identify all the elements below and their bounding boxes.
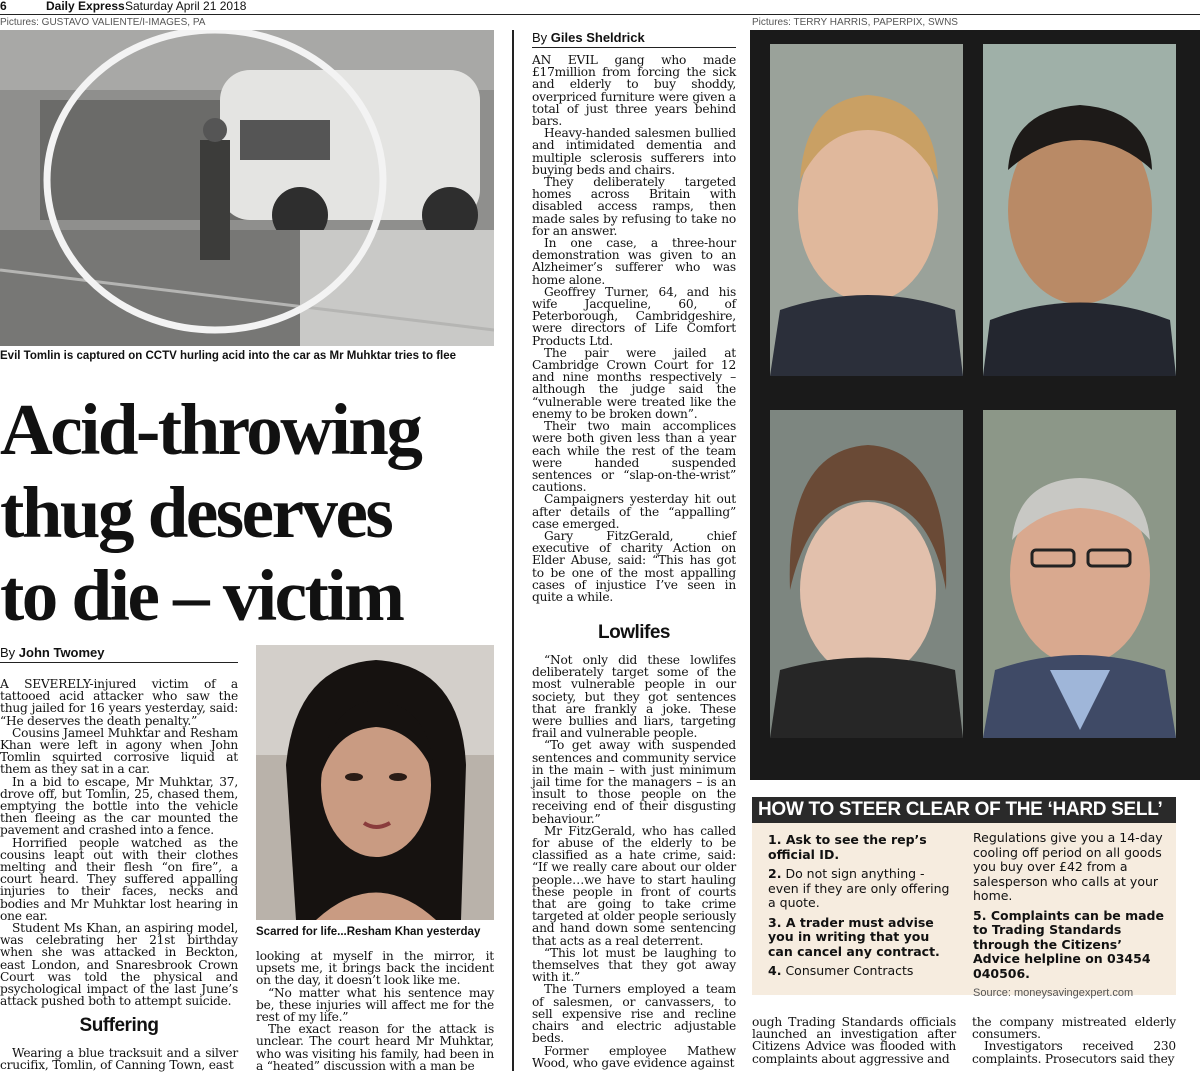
paragraph: AN EVIL gang who made £17million from forcing the sick and elderly to buy shoddy, overpriced furniture were given a total of just three years behind bars. [532,53,736,129]
byline-prefix: By [0,645,16,660]
paragraph: “Not only did these lowlifes deliberately target some of the most vulnerable people in our society, but they got sentences that are frankly a joke. These were bullies and liars, targeting frail and vulnerable people. [532,653,736,741]
paragraph: They deliberately targeted homes across Britain with disabled access ramps, then made sales by refusing to take no for an answer. [532,175,736,238]
paragraph: Former employee Mathew Wood, who gave evidence against [532,1043,736,1070]
paragraph: A SEVERELY-injured victim of a tattooed acid attacker who saw the thug jailed for 16 years yesterday, said: “He deserves the death penalty.” [0,677,238,728]
paragraph: Campaigners yesterday hit out after details of the “appalling” case emerged. [532,492,736,531]
subhead-lowlifes: Lowlifes [597,622,670,643]
resham-khan-photo [256,645,494,920]
sidebar-item-text: Complaints can be made to Trading Standards through the Citizens’ Advice helpline on 03454 040506. [973,907,1164,981]
paragraph: Mr FitzGerald, who has called for abuse of the elderly to be classified as a hate crime, said: “If we really care about our older people…we have to start hauling these people in front of courts that are going to take crime targeted at older people seriously and hand down some sentencing that acts as a real deterrent. [532,823,736,948]
byline-left [0,645,238,663]
article-column-1-tail [0,1047,238,1071]
sidebar-item-number: 2. [768,866,782,881]
sidebar-item-number: 5. [973,907,987,923]
paragraph: Geoffrey Turner, 64, and his wife Jacqueline, 60, of Peterborough, Cambridgeshire, were directors of Life Comfort Products Ltd. [532,284,736,348]
paragraph: “This lot must be laughing to themselves that they got away with it.” [532,945,736,985]
article-column-6 [972,1016,1176,1065]
paragraph: In one case, a three-hour demonstration was given to an Alzheimer’s sufferer who was home alone. [532,236,736,287]
sidebar-item [768,833,956,862]
byline-middle [532,30,736,48]
paragraph: Heavy-handed salesmen bullied and intimidated dementia and multiple sclerosis sufferers into buying beds and chairs. [532,126,736,177]
column-rule [512,30,514,1071]
sidebar-item [768,964,956,979]
sidebar-continued-text: Regulations give you a 14-day cooling off period on all goods you buy over £42 from a salesperson who calls at your home. [973,830,1163,903]
page-number: 6 [0,0,7,13]
sidebar-source: Source: moneysavingexpert.com [973,987,1134,999]
paragraph: The exact reason for the attack is unclear. The court heard Mr Muhktar, who was visiting his family, had been in a “heated” discussion with a man be [256,1022,494,1073]
byline-author: John Twomey [18,645,105,660]
paragraph: Wearing a blue tracksuit and a silver crucifix, Tomlin, of Canning Town, east [0,1046,238,1073]
paragraph: Horrified people watched as the cousins leapt out with their clothes melting and their flesh “on fire”, a court heard. They suffered appalling injuries to their faces, necks and bodies and Mr Muhktar lost hearing in one ear. [0,835,238,923]
page-header [0,0,1200,15]
hard-sell-sidebar [752,797,1176,999]
photo-credit-left: Pictures: GUSTAVO VALIENTE/I-IMAGES, PA [0,17,206,28]
defendants-photo-grid [750,30,1200,780]
article-column-3b [532,654,736,1069]
paragraph: The Turners employed a team of salesmen, or canvassers, to sell expensive rise and recline chairs and electric adjustable beds. [532,982,736,1046]
sidebar-item-text: Do not sign anything - even if they are only offering a quote. [768,866,950,910]
sidebar-list-left [768,833,956,979]
paragraph: “To get away with suspended sentences and community service in the main – with just minimum jail time for the managers – is an insult to those people on the receiving end of their disgusting behaviour.” [532,738,736,826]
cctv-photo [0,30,494,346]
paragraph: The pair were jailed at Cambridge Crown Court for 12 and nine months respectively – although the judge said the “vulnerable were treated like the enemy to be broken down”. [532,345,736,421]
sidebar-title: HOW TO STEER CLEAR OF THE ‘HARD SELL’ [752,797,1176,823]
byline-author: Giles Sheldrick [550,30,645,45]
sidebar-item-number: 4. [768,963,782,978]
paragraph: Investigators received 230 complaints. Prosecutors said they [972,1039,1176,1066]
sidebar-item-text: Ask to see the rep’s official ID. [768,832,927,862]
sidebar-item-text: Consumer Contracts [785,963,914,978]
article-column-1 [0,678,238,1007]
cctv-caption: Evil Tomlin is captured on CCTV hurling acid into the car as Mr Muhktar tries to flee [0,350,457,362]
paragraph: “No matter what his sentence may be, these injuries will affect me for the rest of my life.” [256,985,494,1025]
paragraph: Gary FitzGerald, chief executive of charity Action on Elder Abuse, said: “This has got to be one of the most appalling cases of injustice I’ve seen in quite a while. [532,528,736,604]
sidebar-item-number: 1. [768,832,782,847]
article-column-2 [256,950,494,1072]
headline [0,388,500,637]
article-column-3 [532,54,736,603]
paragraph: looking at myself in the mirror, it upsets me, it brings back the incident on the day, it doesn’t look like me. [256,949,494,988]
paragraph: the company mistreated elderly consumers. [972,1015,1176,1042]
paragraph: Cousins Jameel Muhktar and Resham Khan were left in agony when John Tomlin squirted corrosive liquid at them as they sat in a car. [0,725,238,777]
sidebar-list-right [973,831,1169,999]
paragraph: In a bid to escape, Mr Muhktar, 37, drove off, but Tomlin, 25, chased them, emptying the bottle into the vehicle then fleeing as the car mounted the pavement and crashed into a fence. [0,774,238,838]
issue-date: Saturday April 21 2018 [125,0,247,13]
paper-name: Daily Express [46,0,125,13]
paragraph: ough Trading Standards officials launched an investigation after Citizens Advice was flooded with complaints about aggressive and [752,1015,956,1066]
paragraph: Their two main accomplices were both given less than a year each while the rest of the team were handed suspended sentences or “slap-on-the-wrist” cautions. [532,419,736,495]
khan-caption: Scarred for life...Resham Khan yesterday [256,926,481,938]
headline-line-2: thug deserves [0,472,392,553]
headline-line-3: to die – victim [0,555,403,636]
paragraph: Student Ms Khan, an aspiring model, was celebrating her 21st birthday when she was attacked in Beckton, east London, and Snaresbrook Crown Court was told the physical and psychological impact of the last June’s attack pushed both to attempt suicide. [0,921,238,1009]
sidebar-item [973,909,1169,982]
article-column-5 [752,1016,956,1065]
sidebar-item-number: 3. [768,914,782,930]
subhead-suffering: Suffering [79,1015,159,1036]
sidebar-item-text: A trader must advise you in writing that you can cancel any contract. [768,914,940,959]
sidebar-item [768,916,956,960]
headline-line-1: Acid-throwing [0,389,421,470]
sidebar-item [768,867,956,911]
byline-prefix: By [532,30,548,45]
photo-credit-right: Pictures: TERRY HARRIS, PAPERPIX, SWNS [752,17,958,28]
